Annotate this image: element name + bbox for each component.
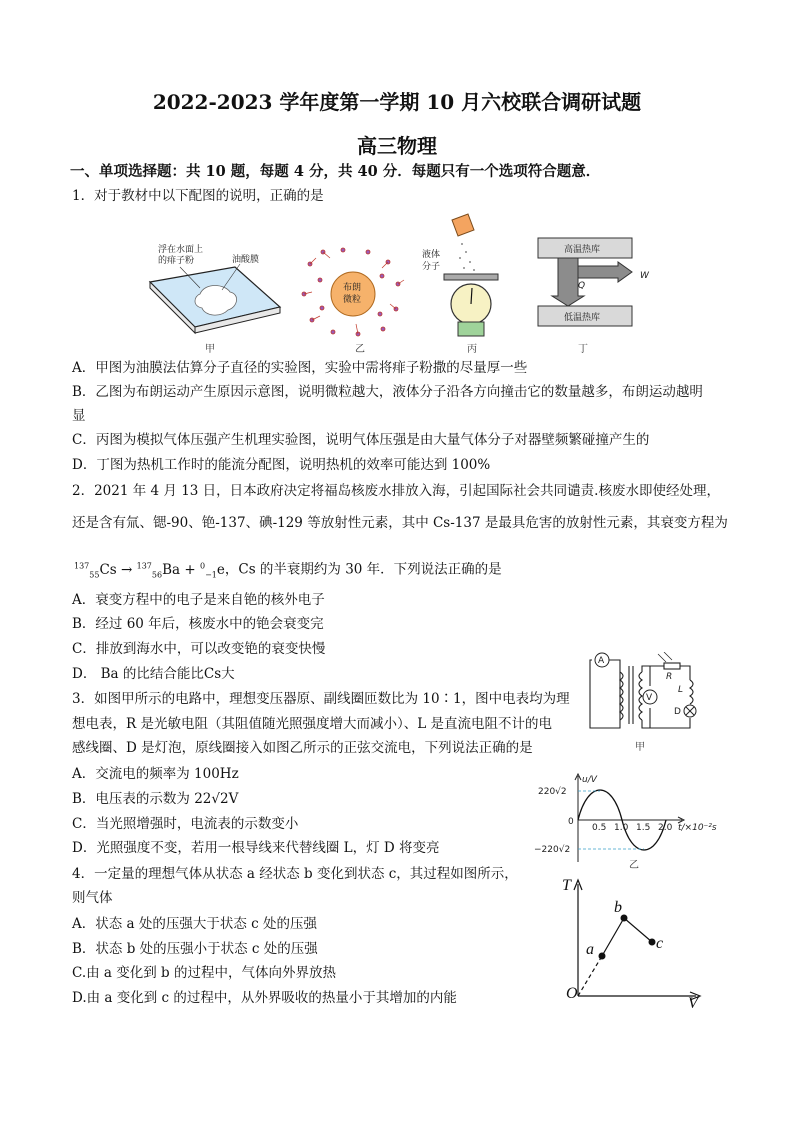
q3-stem-1: 3．如图甲所示的电路中，理想变压器原、副线圈匝数比为 10∶1，图中电表均为理 (72, 691, 570, 707)
q1-figure-jia (140, 232, 290, 342)
q1-option-c[interactable]: C．丙图为模拟气体压强产生机理实验图，说明气体压强是由大量气体分子对器壁频繁碰撞产生的 (72, 432, 650, 448)
section-heading: 一、单项选择题：共 10 题，每题 4 分，共 40 分．每题只有一个选项符合题意． (70, 163, 601, 180)
q2-option-d[interactable]: D． Ba 的比结合能比Cs大 (72, 666, 235, 682)
label-particle: 布朗 (343, 283, 362, 293)
caption-bing: 丙 (467, 344, 477, 355)
graph-xtick-3: 1.5 (636, 823, 651, 833)
label-liquid2: 分子 (422, 262, 441, 272)
caption-ding: 丁 (578, 344, 588, 355)
formula-cs: $^{137}_{55}$Cs → $^{137}_{56}$Ba + $^0_{-1}$e (74, 561, 225, 580)
exam-subtitle: 高三物理 (357, 134, 437, 158)
q1-option-d[interactable]: D．丁图为热机工作时的能流分配图，说明热机的效率可能达到 100% (72, 457, 491, 473)
q4-option-a[interactable]: A．状态 a 处的压强大于状态 c 处的压强 (72, 916, 318, 932)
q2-stem-2: 还是含有氚、锶-90、铯-137、碘-129 等放射性元素，其中 Cs-137 是最具危害的放射性元素，其衰变方程为 (72, 515, 728, 531)
svg-text:V: V (646, 693, 653, 703)
graph-ybottom: −220√2 (534, 845, 571, 855)
q3-option-d[interactable]: D．光照强度不变，若用一根导线来代替线圈 L，灯 D 将变亮 (72, 840, 440, 856)
graph-xtick-2: 1.0 (614, 823, 629, 833)
graph-xtick-4: 2.0 (658, 823, 673, 833)
q4-stem-1: 4．一定量的理想气体从状态 a 经状态 b 变化到状态 c，其过程如图所示， (72, 866, 518, 882)
q1-stem: 1．对于教材中以下配图的说明，正确的是 (72, 188, 324, 204)
graph-V-label: V (688, 995, 698, 1010)
label-float: 浮在水面上 (158, 245, 204, 255)
q2-option-a[interactable]: A．衰变方程中的电子是来自铯的核外电子 (72, 592, 325, 608)
q3-circuit-figure (582, 652, 712, 738)
q2-decay-equation (74, 556, 502, 585)
point-b-label: b (614, 899, 622, 916)
q4-option-c[interactable]: C.由 a 变化到 b 的过程中，气体向外界放热 (72, 965, 336, 981)
q3-stem-3: 感线圈、D 是灯泡，原线圈接入如图乙所示的正弦交流电，下列说法正确的是 (72, 740, 533, 756)
graph-O-label: O (566, 985, 578, 1002)
graph-ylabel: u/V (582, 775, 597, 785)
q1-option-b[interactable]: B．乙图为布朗运动产生原因示意图，说明微粒越大，液体分子沿各方向撞击它的数量越多，布朗运动越明 (72, 384, 703, 400)
label-oil-film: 油酸膜 (232, 255, 260, 265)
label-liquid: 液体 (422, 250, 441, 260)
label-float2: 的痱子粉 (158, 256, 195, 266)
q3-option-a[interactable]: A．交流电的频率为 100Hz (72, 766, 239, 782)
q2-formula-tail: ，Cs 的半衰期约为 30 年．下列说法正确的是 (224, 561, 502, 578)
q1-option-b-cont: 显 (72, 408, 86, 424)
q3-fig-yi-caption: 乙 (629, 860, 639, 871)
q3-stem-2: 想电表，R 是光敏电阻（其阻值随光照强度增大而减小）、L 是直流电阻不计的电 (72, 716, 552, 732)
q4-option-d[interactable]: D.由 a 变化到 c 的过程中，从外界吸收的热量小于其增加的内能 (72, 990, 457, 1006)
q3-option-c[interactable]: C．当光照增强时，电流表的示数变小 (72, 816, 299, 832)
caption-jia: 甲 (205, 344, 215, 355)
graph-origin: 0 (568, 817, 574, 827)
q1-figure-ding (536, 236, 652, 330)
q2-option-c[interactable]: C．排放到海水中，可以改变铯的衰变快慢 (72, 641, 326, 657)
q1-option-a[interactable]: A．甲图为油膜法估算分子直径的实验图，实验中需将痱子粉撒的尽量厚一些 (72, 360, 528, 376)
point-a-label: a (586, 941, 594, 958)
label-Q: Q (578, 281, 586, 291)
svg-text:A: A (598, 656, 605, 666)
q2-stem-1: 2．2021 年 4 月 13 日，日本政府决定将福岛核废水排放入海，引起国际社会共同谴责.核废水即使经处理， (72, 483, 720, 499)
graph-T-label: T (562, 877, 571, 894)
label-particle2: 微粒 (343, 295, 362, 305)
caption-yi: 乙 (355, 344, 365, 355)
graph-xtick-1: 0.5 (592, 823, 607, 833)
q1-figure-bing (436, 212, 506, 340)
exam-title: 2022-2023 学年度第一学期 10 月六校联合调研试题 (152, 90, 642, 114)
q2-option-b[interactable]: B．经过 60 年后，核废水中的铯会衰变完 (72, 616, 324, 632)
svg-text:D: D (674, 707, 681, 717)
q4-tv-graph (556, 874, 706, 1010)
q3-option-b[interactable]: B．电压表的示数为 22√2V (72, 791, 239, 807)
point-c-label: c (656, 935, 664, 952)
q3-voltage-graph (534, 770, 724, 866)
svg-text:L: L (678, 685, 684, 695)
q4-option-b[interactable]: B．状态 b 处的压强小于状态 c 处的压强 (72, 941, 318, 957)
q1-figure-yi (298, 244, 418, 340)
graph-xlabel: t/×10⁻²s (678, 823, 717, 833)
q4-stem-2: 则气体 (72, 890, 113, 906)
graph-ytop: 220√2 (538, 787, 567, 797)
label-high-reservoir: 高温热库 (564, 245, 601, 255)
svg-text:R: R (666, 672, 673, 682)
q3-fig-jia-caption: 甲 (635, 742, 645, 753)
label-low-reservoir: 低温热库 (564, 313, 601, 323)
label-W: W (640, 271, 649, 281)
